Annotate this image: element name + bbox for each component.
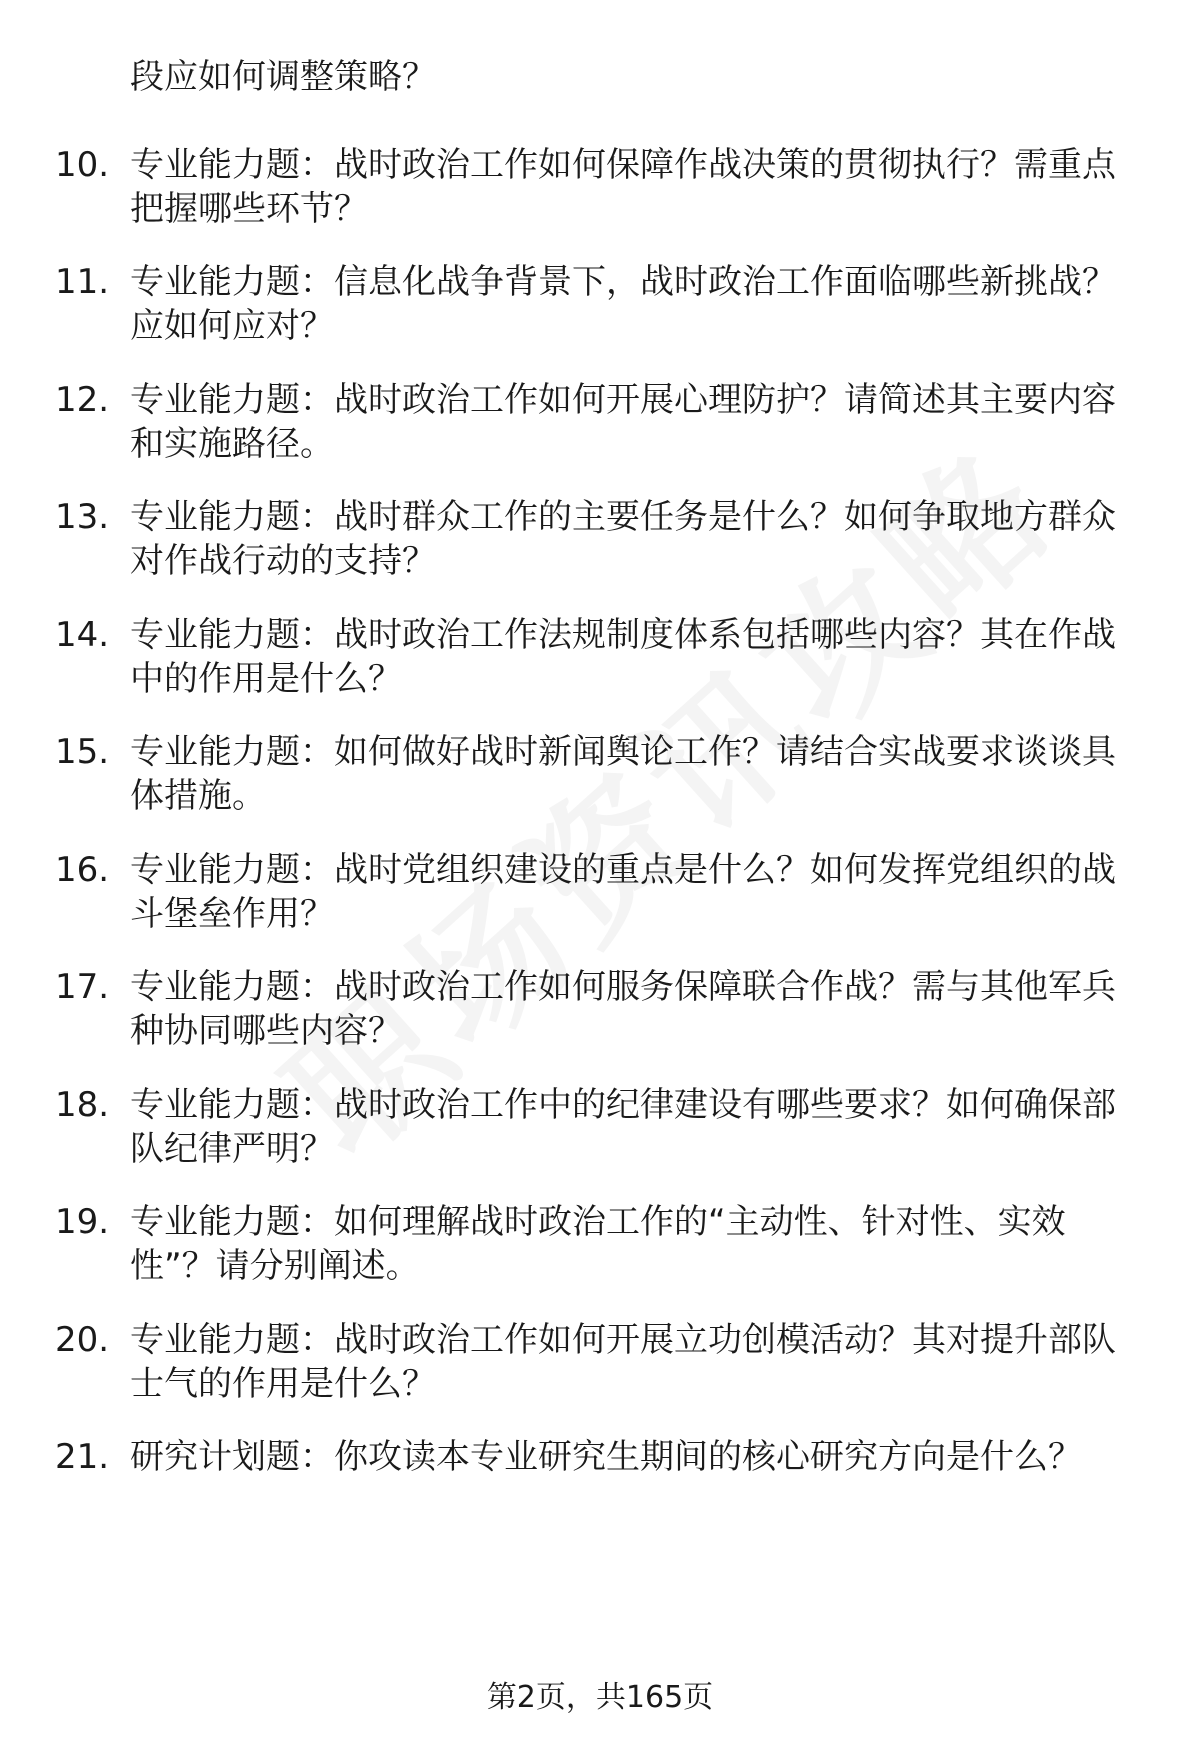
question-number: 10. [55,145,110,185]
question-text: 专业能力题：如何理解战时政治工作的“主动性、针对性、实效性”？请分别阐述。 [130,1202,1066,1286]
question-text: 专业能力题：战时政治工作法规制度体系包括哪些内容？其在作战中的作用是什么？ [130,615,1116,699]
question-number: 20. [55,1320,110,1360]
continuation-text: 段应如何调整策略？ [130,57,436,97]
question-text: 专业能力题：战时政治工作如何开展立功创模活动？其对提升部队士气的作用是什么？ [130,1320,1116,1404]
question-number: 11. [55,262,110,302]
question-number: 19. [55,1202,110,1242]
question-number: 15. [55,732,110,772]
question-text: 专业能力题：战时群众工作的主要任务是什么？如何争取地方群众对作战行动的支持？ [130,497,1116,581]
page-footer: 第2页，共165页 [486,1680,714,1715]
question-number: 18. [55,1085,110,1125]
question-number: 17. [55,967,110,1007]
question-text: 专业能力题：战时政治工作如何保障作战决策的贯彻执行？需重点把握哪些环节？ [130,145,1116,229]
question-number: 13. [55,497,110,537]
question-number: 12. [55,380,110,420]
question-number: 14. [55,615,110,655]
question-text: 专业能力题：信息化战争背景下，战时政治工作面临哪些新挑战？应如何应对？ [130,262,1116,346]
question-text: 专业能力题：如何做好战时新闻舆论工作？请结合实战要求谈谈具体措施。 [130,732,1116,816]
question-text: 专业能力题：战时政治工作如何服务保障联合作战？需与其他军兵种协同哪些内容？ [130,967,1116,1051]
question-number: 16. [55,850,110,890]
question-number: 21. [55,1437,110,1477]
question-text: 研究计划题：你攻读本专业研究生期间的核心研究方向是什么？ [130,1437,1082,1477]
question-text: 专业能力题：战时政治工作如何开展心理防护？请简述其主要内容和实施路径。 [130,380,1116,464]
question-text: 专业能力题：战时政治工作中的纪律建设有哪些要求？如何确保部队纪律严明？ [130,1085,1116,1169]
question-text: 专业能力题：战时党组织建设的重点是什么？如何发挥党组织的战斗堡垒作用？ [130,850,1116,934]
